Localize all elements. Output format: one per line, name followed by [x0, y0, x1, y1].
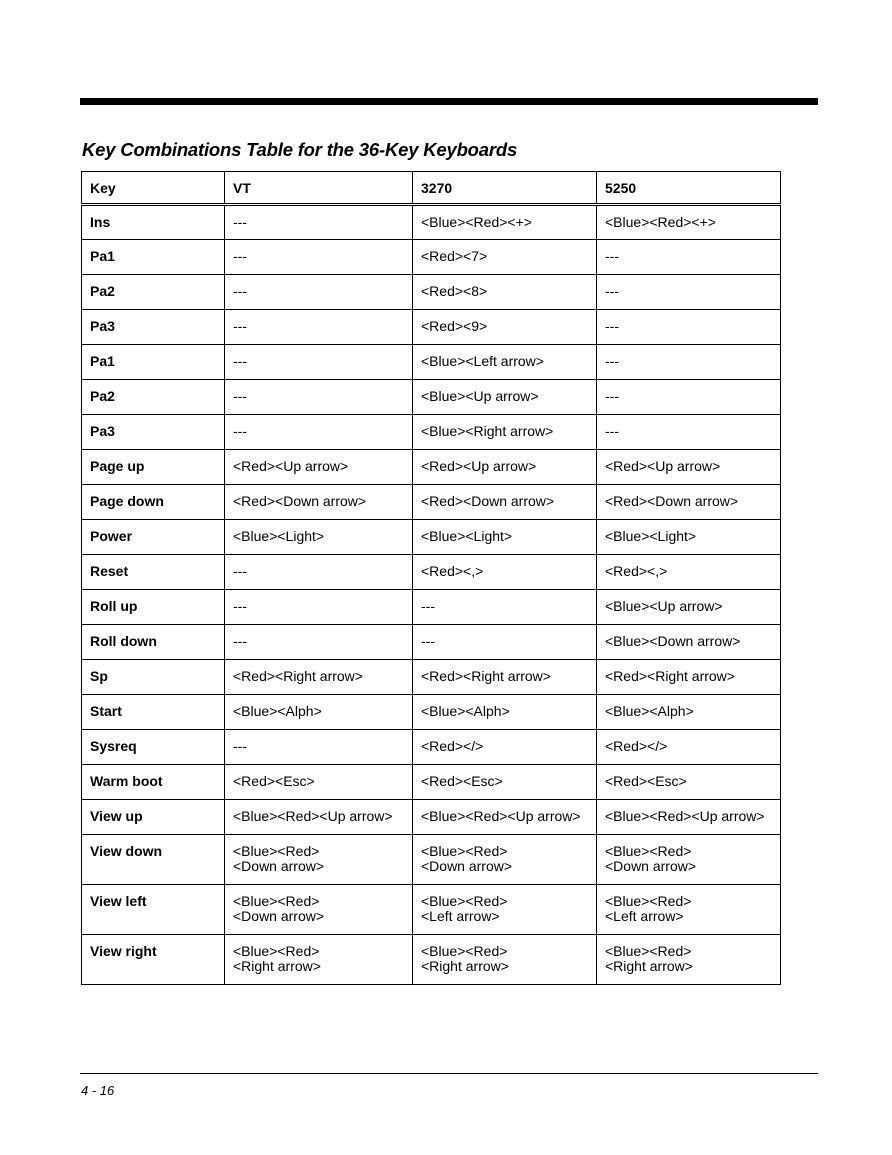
key-cell: Ins	[82, 205, 225, 240]
cell-text: <Red><Esc>	[421, 773, 503, 789]
table-row	[82, 415, 781, 450]
3270-cell	[413, 415, 597, 450]
cell-text: ---	[605, 353, 619, 369]
table-row	[82, 590, 781, 625]
cell-text: <Red><Right arrow>	[421, 668, 551, 684]
5250-cell	[597, 380, 781, 415]
cell-text: <Blue><Red>	[605, 843, 692, 859]
3270-cell	[413, 695, 597, 730]
key-cell: Roll up	[82, 590, 225, 625]
cell-text: <Blue><Up arrow>	[421, 388, 539, 404]
3270-cell	[413, 485, 597, 520]
cell-text: <Red><7>	[421, 248, 488, 264]
table-row	[82, 885, 781, 935]
table-row	[82, 275, 781, 310]
vt-cell	[225, 275, 413, 310]
5250-cell	[597, 555, 781, 590]
cell-text: <Blue><Red>	[421, 843, 508, 859]
cell-text: <Red><Up arrow>	[605, 458, 721, 474]
vt-cell	[225, 730, 413, 765]
vt-cell	[225, 835, 413, 885]
table-body	[82, 205, 781, 985]
cell-text: <Red><Right arrow>	[233, 668, 363, 684]
vt-cell	[225, 695, 413, 730]
cell-text: <Blue><Red>	[605, 893, 692, 909]
header-rule	[80, 98, 818, 105]
key-cell: View down	[82, 835, 225, 885]
cell-text: <Blue><Light>	[233, 528, 325, 544]
table-row	[82, 935, 781, 985]
cell-text: <Blue><Red><Up arrow>	[233, 808, 393, 824]
cell-text: <Red><Esc>	[233, 773, 315, 789]
cell-text: <Blue><Light>	[421, 528, 513, 544]
vt-cell	[225, 240, 413, 275]
key-cell: Pa3	[82, 415, 225, 450]
cell-text: <Blue><Right arrow>	[421, 423, 554, 439]
cell-text: ---	[421, 598, 435, 614]
cell-text: <Blue><Red>	[233, 843, 320, 859]
cell-text: <Blue><Down arrow>	[605, 633, 741, 649]
key-cell: Pa2	[82, 380, 225, 415]
5250-cell	[597, 695, 781, 730]
cell-text: <Left arrow>	[605, 908, 684, 924]
5250-cell	[597, 450, 781, 485]
5250-cell	[597, 660, 781, 695]
cell-text: ---	[605, 423, 619, 439]
cell-text: <Down arrow>	[233, 908, 325, 924]
cell-text: <Down arrow>	[421, 858, 513, 874]
cell-text: ---	[605, 248, 619, 264]
cell-text: ---	[421, 633, 435, 649]
cell-text: <Blue><Red><+>	[605, 214, 716, 230]
3270-cell	[413, 450, 597, 485]
vt-cell	[225, 310, 413, 345]
cell-text: <Red><Esc>	[605, 773, 687, 789]
3270-cell	[413, 380, 597, 415]
key-cell: View left	[82, 885, 225, 935]
cell-text: <Blue><Red>	[233, 943, 320, 959]
3270-cell	[413, 660, 597, 695]
5250-cell	[597, 765, 781, 800]
column-header-5250: 5250	[597, 172, 781, 205]
3270-cell	[413, 520, 597, 555]
3270-cell	[413, 275, 597, 310]
cell-text: <Blue><Red>	[605, 943, 692, 959]
table-header-row	[82, 172, 781, 205]
5250-cell	[597, 730, 781, 765]
cell-text: <Red><Up arrow>	[233, 458, 349, 474]
vt-cell	[225, 800, 413, 835]
cell-text: ---	[233, 563, 247, 579]
table-row	[82, 520, 781, 555]
vt-cell	[225, 885, 413, 935]
cell-text: ---	[605, 283, 619, 299]
table-row	[82, 765, 781, 800]
cell-text: ---	[233, 633, 247, 649]
5250-cell	[597, 310, 781, 345]
cell-text: <Right arrow>	[421, 958, 509, 974]
cell-text: <Red><8>	[421, 283, 488, 299]
vt-cell	[225, 590, 413, 625]
5250-cell	[597, 275, 781, 310]
vt-cell	[225, 555, 413, 590]
5250-cell	[597, 625, 781, 660]
3270-cell	[413, 730, 597, 765]
cell-text: <Red><Down arrow>	[605, 493, 739, 509]
key-cell: View up	[82, 800, 225, 835]
cell-text: ---	[605, 318, 619, 334]
cell-text: <Blue><Alph>	[605, 703, 694, 719]
cell-text: <Blue><Red>	[233, 893, 320, 909]
footer-rule	[80, 1073, 818, 1074]
cell-text: ---	[233, 388, 247, 404]
5250-cell	[597, 415, 781, 450]
cell-text: <Blue><Light>	[605, 528, 697, 544]
vt-cell	[225, 415, 413, 450]
table-row	[82, 800, 781, 835]
cell-text: <Blue><Left arrow>	[421, 353, 544, 369]
3270-cell	[413, 240, 597, 275]
3270-cell	[413, 345, 597, 380]
cell-text: <Blue><Red>	[421, 943, 508, 959]
key-cell: Reset	[82, 555, 225, 590]
5250-cell	[597, 885, 781, 935]
5250-cell	[597, 205, 781, 240]
key-cell: Power	[82, 520, 225, 555]
cell-text: <Red><Down arrow>	[421, 493, 555, 509]
column-header-vt: VT	[225, 172, 413, 205]
5250-cell	[597, 345, 781, 380]
key-cell: Sysreq	[82, 730, 225, 765]
key-cell: Page down	[82, 485, 225, 520]
key-combinations-table	[81, 171, 781, 985]
cell-text: ---	[233, 353, 247, 369]
cell-text: <Red><Right arrow>	[605, 668, 735, 684]
cell-text: ---	[233, 318, 247, 334]
cell-text: ---	[233, 423, 247, 439]
cell-text: ---	[233, 248, 247, 264]
vt-cell	[225, 520, 413, 555]
table-row	[82, 730, 781, 765]
table-row	[82, 205, 781, 240]
key-cell: Warm boot	[82, 765, 225, 800]
cell-text: <Blue><Red><Up arrow>	[421, 808, 581, 824]
5250-cell	[597, 485, 781, 520]
cell-text: <Blue><Red><Up arrow>	[605, 808, 765, 824]
table-row	[82, 450, 781, 485]
cell-text: <Blue><Alph>	[233, 703, 322, 719]
cell-text: <Red></>	[605, 738, 668, 754]
vt-cell	[225, 450, 413, 485]
cell-text: <Blue><Red>	[421, 893, 508, 909]
table-row	[82, 310, 781, 345]
key-cell: Sp	[82, 660, 225, 695]
key-cell: Pa1	[82, 240, 225, 275]
table-row	[82, 660, 781, 695]
vt-cell	[225, 625, 413, 660]
cell-text: <Right arrow>	[605, 958, 693, 974]
3270-cell	[413, 800, 597, 835]
3270-cell	[413, 765, 597, 800]
3270-cell	[413, 935, 597, 985]
cell-text: <Red><Down arrow>	[233, 493, 367, 509]
page-number: 4 - 16	[81, 1083, 115, 1098]
vt-cell	[225, 345, 413, 380]
key-cell: Page up	[82, 450, 225, 485]
cell-text: <Red><,>	[421, 563, 484, 579]
key-cell: Pa1	[82, 345, 225, 380]
table-row	[82, 380, 781, 415]
cell-text: <Blue><Alph>	[421, 703, 510, 719]
table-row	[82, 835, 781, 885]
vt-cell	[225, 485, 413, 520]
cell-text: <Down arrow>	[233, 858, 325, 874]
3270-cell	[413, 310, 597, 345]
column-header-3270: 3270	[413, 172, 597, 205]
cell-text: <Blue><Red><+>	[421, 214, 532, 230]
table-row	[82, 625, 781, 660]
vt-cell	[225, 935, 413, 985]
3270-cell	[413, 835, 597, 885]
key-cell: View right	[82, 935, 225, 985]
table-row	[82, 485, 781, 520]
cell-text: ---	[233, 598, 247, 614]
5250-cell	[597, 520, 781, 555]
3270-cell	[413, 625, 597, 660]
cell-text: <Left arrow>	[421, 908, 500, 924]
key-cell: Start	[82, 695, 225, 730]
key-cell: Pa3	[82, 310, 225, 345]
cell-text: <Red><,>	[605, 563, 668, 579]
cell-text: ---	[233, 283, 247, 299]
5250-cell	[597, 240, 781, 275]
vt-cell	[225, 765, 413, 800]
cell-text: <Right arrow>	[233, 958, 321, 974]
cell-text: <Down arrow>	[605, 858, 697, 874]
3270-cell	[413, 590, 597, 625]
table-row	[82, 345, 781, 380]
column-header-key: Key	[82, 172, 225, 205]
cell-text: <Red><9>	[421, 318, 488, 334]
5250-cell	[597, 835, 781, 885]
cell-text: ---	[605, 388, 619, 404]
cell-text: ---	[233, 214, 247, 230]
table-row	[82, 240, 781, 275]
3270-cell	[413, 885, 597, 935]
table-row	[82, 695, 781, 730]
5250-cell	[597, 590, 781, 625]
cell-text: <Red><Up arrow>	[421, 458, 537, 474]
vt-cell	[225, 380, 413, 415]
page-title: Key Combinations Table for the 36-Key Keyboards	[82, 139, 518, 160]
cell-text: <Red></>	[421, 738, 484, 754]
vt-cell	[225, 205, 413, 240]
5250-cell	[597, 800, 781, 835]
cell-text: ---	[233, 738, 247, 754]
vt-cell	[225, 660, 413, 695]
3270-cell	[413, 205, 597, 240]
table-row	[82, 555, 781, 590]
3270-cell	[413, 555, 597, 590]
5250-cell	[597, 935, 781, 985]
key-cell: Pa2	[82, 275, 225, 310]
cell-text: <Blue><Up arrow>	[605, 598, 723, 614]
key-cell: Roll down	[82, 625, 225, 660]
